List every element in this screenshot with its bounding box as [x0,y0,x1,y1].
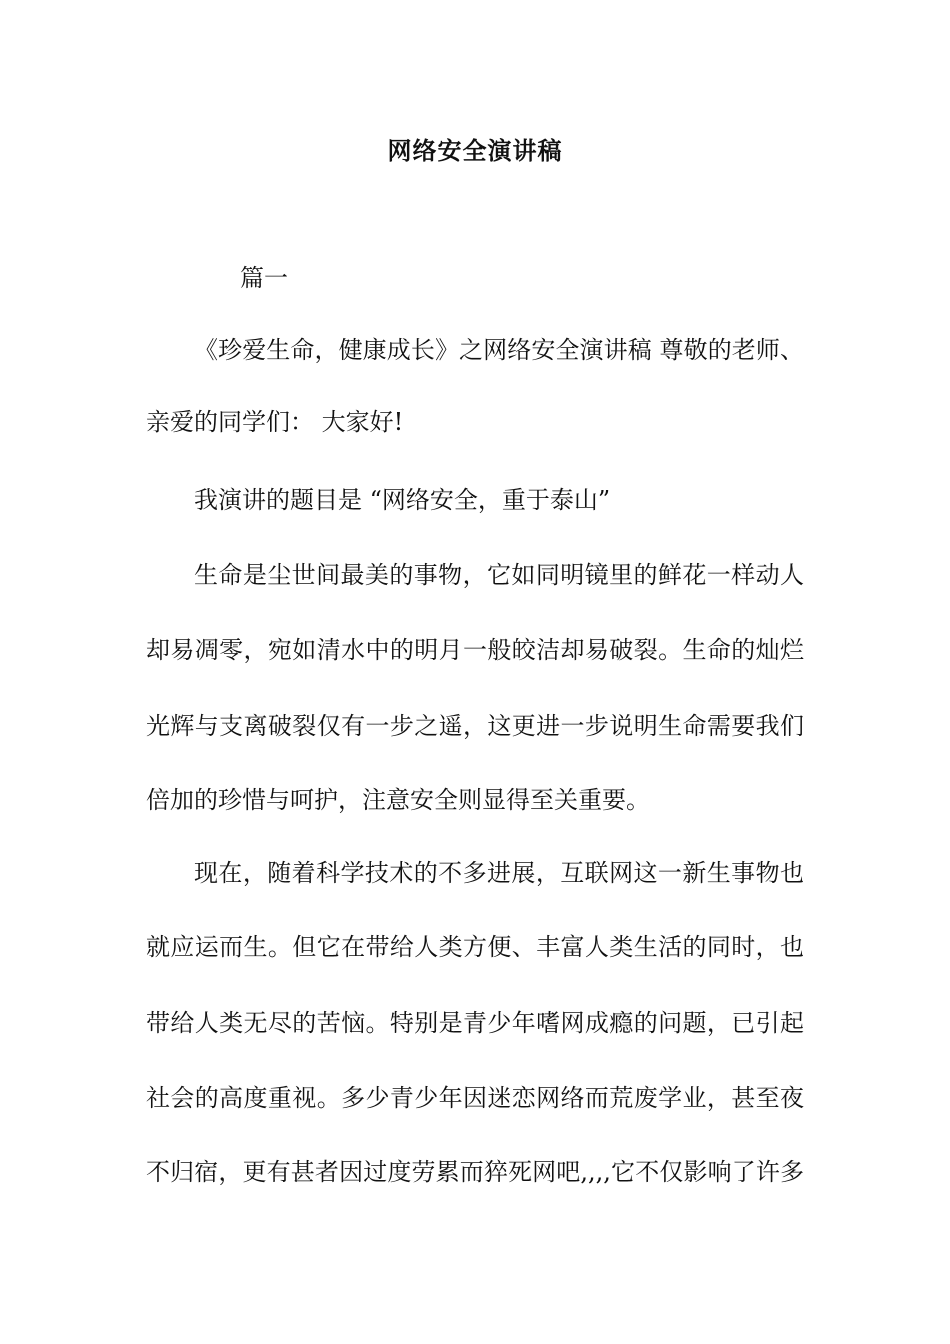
paragraph-line: 光辉与支离破裂仅有一步之遥，这更进一步说明生命需要我们 [146,712,804,740]
paragraph-line: 生命是尘世间最美的事物，它如同明镜里的鲜花一样动人 [194,561,804,589]
document-title: 网络安全演讲稿 [387,136,563,165]
paragraph-line: 就应运而生。但它在带给人类方便、丰富人类生活的同时，也 [146,933,804,961]
paragraph-line: 我演讲的题目是 “网络安全，重于泰山” [194,486,611,514]
paragraph-line: 现在，随着科学技术的不多进展，互联网这一新生事物也 [194,859,804,887]
paragraph-line: 《珍爱生命，健康成长》之网络安全演讲稿 尊敬的老师、 [194,336,804,364]
paragraph-line: 社会的高度重视。多少青少年因迷恋网络而荒废学业，甚至夜 [146,1084,804,1112]
section-label: 篇一 [240,264,288,292]
paragraph-line: 亲爱的同学们： 大家好! [146,408,404,436]
paragraph-line: 倍加的珍惜与呵护，注意安全则显得至关重要。 [146,786,650,814]
paragraph-line: 带给人类无尽的苦恼。特别是青少年嗜网成瘾的问题，已引起 [146,1009,804,1037]
paragraph-line: 却易凋零，宛如清水中的明月一般皎洁却易破裂。生命的灿烂 [146,636,804,664]
paragraph-line: 不归宿，更有甚者因过度劳累而猝死网吧,,,,它不仅影响了许多 [146,1158,804,1186]
